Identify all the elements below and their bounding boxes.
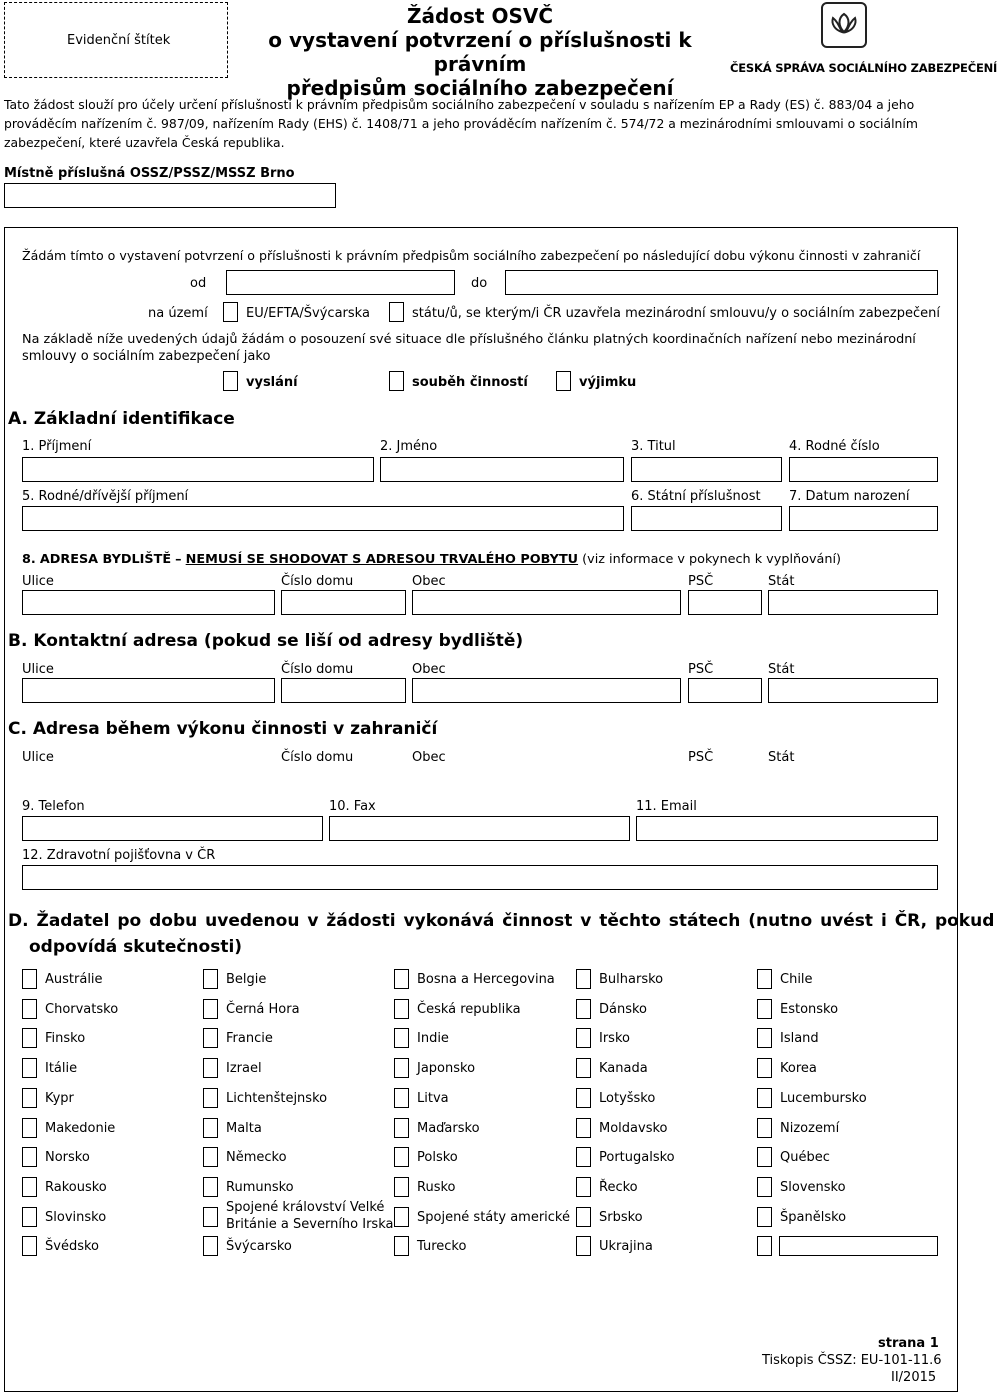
country-label: Slovinsko	[45, 1210, 107, 1225]
section-a-title: A. Základní identifikace	[8, 409, 235, 429]
section-b-title: B. Kontaktní adresa (pokud se liší od adresy bydliště)	[8, 631, 524, 651]
basis-line-2: smlouvy o sociálním zabezpečení jako	[22, 349, 271, 364]
country-label: Ukrajina	[599, 1239, 653, 1254]
country-label: Francie	[226, 1031, 273, 1046]
country-checkbox[interactable]	[394, 1058, 409, 1078]
country-checkbox[interactable]	[22, 1028, 37, 1048]
c-obec-label: Obec	[412, 750, 446, 765]
country-label: Nizozemí	[780, 1121, 840, 1136]
country-label: Moldavsko	[599, 1121, 668, 1136]
country-label: Indie	[417, 1031, 449, 1046]
country-label: Makedonie	[45, 1121, 116, 1136]
b-ulice-input[interactable]	[22, 678, 275, 703]
country-checkbox[interactable]	[203, 969, 218, 989]
title-line-2: o vystavení potvrzení o příslušnosti k právním	[268, 28, 692, 76]
country-label: Lucembursko	[780, 1091, 867, 1106]
address-heading	[22, 552, 841, 567]
address-num: 8.	[22, 552, 36, 567]
country-checkbox[interactable]	[203, 1177, 218, 1197]
soubeh-label: souběh činností	[412, 375, 528, 390]
label-statni-prislusnost: 6. Státní příslušnost	[631, 489, 761, 504]
b-cislo-input[interactable]	[281, 678, 406, 703]
address-dash: –	[175, 552, 182, 567]
a-stat-label: Stát	[768, 574, 795, 589]
country-checkbox[interactable]	[394, 999, 409, 1019]
country-checkbox[interactable]	[22, 1177, 37, 1197]
address-note: NEMUSÍ SE SHODOVAT S ADRESOU TRVALÉHO POBYTU	[185, 552, 579, 567]
country-checkbox[interactable]	[394, 1236, 409, 1256]
label-telefon: 9. Telefon	[22, 799, 85, 814]
country-label: Bosna a Hercegovina	[417, 972, 555, 987]
vyjimka-label: výjimku	[579, 375, 637, 390]
country-checkbox[interactable]	[576, 1177, 591, 1197]
treaty-states-checkbox[interactable]	[389, 302, 404, 322]
other-country-input[interactable]	[779, 1236, 938, 1256]
vyjimka-checkbox[interactable]	[556, 371, 571, 391]
a-psc-label: PSČ	[688, 574, 714, 589]
a-ulice-label: Ulice	[22, 574, 54, 589]
country-checkbox[interactable]	[22, 1207, 37, 1227]
country-label: Japonsko	[417, 1061, 476, 1076]
do-input[interactable]	[505, 270, 938, 295]
org-name: ČESKÁ SPRÁVA SOCIÁLNÍHO ZABEZPEČENÍ	[730, 61, 997, 75]
country-label: Srbsko	[599, 1210, 643, 1225]
b-cislo-label: Číslo domu	[281, 662, 354, 677]
country-label: Island	[780, 1031, 819, 1046]
country-checkbox[interactable]	[203, 1058, 218, 1078]
country-checkbox[interactable]	[757, 1147, 772, 1167]
country-checkbox[interactable]	[203, 1118, 218, 1138]
evidence-label-text: Evidenční štítek	[67, 33, 171, 48]
country-checkbox[interactable]	[757, 1118, 772, 1138]
country-checkbox[interactable]	[757, 1058, 772, 1078]
country-label: Kanada	[599, 1061, 648, 1076]
titul-input[interactable]	[631, 457, 782, 482]
country-checkbox[interactable]	[394, 1177, 409, 1197]
country-checkbox[interactable]	[576, 999, 591, 1019]
country-checkbox[interactable]	[757, 969, 772, 989]
country-checkbox[interactable]	[576, 1207, 591, 1227]
country-checkbox[interactable]	[22, 1118, 37, 1138]
b-psc-label: PSČ	[688, 662, 714, 677]
country-checkbox[interactable]	[22, 999, 37, 1019]
country-checkbox[interactable]	[576, 1088, 591, 1108]
request-line-1: Žádám tímto o vystavení potvrzení o příslušnosti k právním předpisům sociálního zabezpečení po následující dobu výkonu činnosti v zahraničí	[22, 248, 921, 263]
country-label: Finsko	[45, 1031, 86, 1046]
country-label: Norsko	[45, 1150, 90, 1165]
do-label: do	[471, 276, 488, 291]
section-c-title: C. Adresa během výkonu činnosti v zahraničí	[8, 719, 438, 739]
country-label: Polsko	[417, 1150, 458, 1165]
country-label: Itálie	[45, 1061, 78, 1076]
label-titul: 3. Titul	[631, 439, 676, 454]
country-checkbox[interactable]	[576, 1118, 591, 1138]
country-checkbox[interactable]	[203, 1236, 218, 1256]
treaty-states-label: státu/ů, se kterým/i ČR uzavřela mezinárodní smlouvu/y o sociálním zabezpečení	[412, 306, 940, 321]
country-checkbox[interactable]	[22, 1088, 37, 1108]
a-cislo-input[interactable]	[281, 590, 406, 615]
b-stat-label: Stát	[768, 662, 795, 677]
country-label: Španělsko	[780, 1210, 847, 1225]
country-checkbox[interactable]	[203, 1088, 218, 1108]
eu-efta-label: EU/EFTA/Švýcarska	[246, 306, 370, 321]
b-psc-input[interactable]	[688, 678, 762, 703]
country-label: Maďarsko	[417, 1121, 480, 1136]
country-checkbox[interactable]	[757, 1177, 772, 1197]
country-label: Rakousko	[45, 1180, 107, 1195]
country-checkbox[interactable]	[394, 1118, 409, 1138]
country-label: Chile	[780, 972, 813, 987]
pojistovna-input[interactable]	[22, 865, 938, 890]
evidence-label-box	[4, 2, 228, 78]
c-ulice-label: Ulice	[22, 750, 54, 765]
country-checkbox[interactable]	[576, 1058, 591, 1078]
a-cislo-label: Číslo domu	[281, 574, 354, 589]
country-label: Lotyšsko	[599, 1091, 656, 1106]
label-email: 11. Email	[636, 799, 697, 814]
eu-efta-checkbox[interactable]	[223, 302, 238, 322]
country-label: Spojené státy americké	[417, 1210, 570, 1225]
na-uzemi-label: na území	[148, 306, 208, 321]
country-label: Rumunsko	[226, 1180, 294, 1195]
country-checkbox[interactable]	[203, 1028, 218, 1048]
country-label: Korea	[780, 1061, 817, 1076]
country-checkbox[interactable]	[394, 1088, 409, 1108]
country-checkbox[interactable]	[22, 1147, 37, 1167]
statni-prislusnost-input[interactable]	[631, 506, 782, 531]
country-checkbox[interactable]	[394, 1147, 409, 1167]
country-label: Bulharsko	[599, 972, 664, 987]
country-label: Austrálie	[45, 972, 103, 987]
country-label: Izrael	[226, 1061, 262, 1076]
intro-line-1: Tato žádost slouží pro účely určení příslušnosti k právním předpisům sociálního zabezpečení v souladu s nařízením EP a Rady (ES) č. 883/04 a jeho	[4, 97, 915, 112]
soubeh-checkbox[interactable]	[389, 371, 404, 391]
country-label: Švédsko	[45, 1239, 99, 1254]
a-stat-input[interactable]	[768, 590, 938, 615]
country-checkbox[interactable]	[394, 1028, 409, 1048]
label-fax: 10. Fax	[329, 799, 376, 814]
country-label: Estonsko	[780, 1002, 839, 1017]
jmeno-input[interactable]	[380, 457, 624, 482]
country-checkbox[interactable]	[576, 1147, 591, 1167]
country-checkbox[interactable]	[757, 1028, 772, 1048]
a-psc-input[interactable]	[688, 590, 762, 615]
intro-line-3: zabezpečení, které uzavřela Česká republika.	[4, 135, 285, 150]
section-d-title-1: D. Žadatel po dobu uvedenou v žádosti vykonává činnost v těchto státech (nutno uvést i ČR, pokud	[8, 911, 995, 931]
country-label: Irsko	[599, 1031, 630, 1046]
c-cislo-label: Číslo domu	[281, 750, 354, 765]
country-checkbox[interactable]	[22, 1058, 37, 1078]
rodne-cislo-input[interactable]	[789, 457, 938, 482]
label-datum-narozeni: 7. Datum narození	[789, 489, 910, 504]
country-label: Německo	[226, 1150, 287, 1165]
office-label: Místně příslušná OSSZ/PSSZ/MSSZ Brno	[4, 166, 295, 181]
label-pojistovna: 12. Zdravotní pojišťovna v ČR	[22, 848, 216, 863]
country-checkbox[interactable]	[203, 1147, 218, 1167]
country-checkbox[interactable]	[757, 1088, 772, 1108]
page-title	[230, 4, 730, 100]
telefon-input[interactable]	[22, 816, 323, 841]
country-checkbox[interactable]	[576, 1028, 591, 1048]
country-label: Česká republika	[417, 1002, 521, 1017]
title-line-3: předpisům sociálního zabezpečení	[286, 76, 674, 100]
vyslani-label: vyslání	[246, 375, 298, 390]
b-obec-label: Obec	[412, 662, 446, 677]
address-hint: (viz informace v pokynech k vyplňování)	[582, 552, 842, 567]
country-checkbox[interactable]	[203, 1207, 218, 1227]
datum-narozeni-input[interactable]	[789, 506, 938, 531]
country-label: Lichtenštejnsko	[226, 1091, 328, 1106]
basis-line-1: Na základě níže uvedených údajů žádám o posouzení své situace dle příslušného článku platných koordinačních nařízení nebo mezinárodní	[22, 332, 916, 347]
prijmeni-input[interactable]	[22, 457, 374, 482]
country-checkbox[interactable]	[757, 1207, 772, 1227]
label-prijmeni: 1. Příjmení	[22, 439, 92, 454]
country-checkbox[interactable]	[394, 1207, 409, 1227]
office-input[interactable]	[4, 183, 336, 208]
b-obec-input[interactable]	[412, 678, 681, 703]
intro-line-2: prováděcím nařízením č. 987/09, nařízením Rady (EHS) č. 1408/71 a jeho prováděcím nařízením č. 574/72 a mezinárodními smlouvami o sociálním	[4, 116, 918, 131]
country-label: Portugalsko	[599, 1150, 675, 1165]
country-label: Litva	[417, 1091, 449, 1106]
title-line-1: Žádost OSVČ	[406, 4, 554, 28]
country-label: Kypr	[45, 1091, 74, 1106]
country-checkbox[interactable]	[22, 969, 37, 989]
country-checkbox[interactable]	[757, 1236, 772, 1256]
country-label: Dánsko	[599, 1002, 648, 1017]
country-label: Chorvatsko	[45, 1002, 119, 1017]
label-rodne-cislo: 4. Rodné číslo	[789, 439, 880, 454]
footer-date: II/2015	[891, 1370, 937, 1385]
country-label: Malta	[226, 1121, 262, 1136]
footer-page: strana 1	[878, 1336, 939, 1351]
country-label: Švýcarsko	[226, 1239, 292, 1254]
a-obec-label: Obec	[412, 574, 446, 589]
country-checkbox[interactable]	[576, 1236, 591, 1256]
fax-input[interactable]	[329, 816, 630, 841]
country-label: Slovensko	[780, 1180, 846, 1195]
country-label: Belgie	[226, 972, 267, 987]
country-checkbox[interactable]	[394, 969, 409, 989]
od-input[interactable]	[226, 270, 455, 295]
a-obec-input[interactable]	[412, 590, 681, 615]
cssz-logo-icon	[821, 2, 867, 48]
country-label: Řecko	[599, 1180, 638, 1195]
section-d-title-2: odpovídá skutečnosti)	[29, 937, 243, 957]
label-rodne-prijmeni: 5. Rodné/dřívější příjmení	[22, 489, 189, 504]
country-label: Québec	[780, 1150, 830, 1165]
country-checkbox[interactable]	[757, 999, 772, 1019]
country-label: Británie a Severního Irska	[226, 1217, 394, 1232]
country-label: Černá Hora	[226, 1002, 300, 1017]
c-stat-label: Stát	[768, 750, 795, 765]
b-ulice-label: Ulice	[22, 662, 54, 677]
country-checkbox[interactable]	[576, 969, 591, 989]
email-input[interactable]	[636, 816, 938, 841]
country-checkbox[interactable]	[22, 1236, 37, 1256]
rodne-prijmeni-input[interactable]	[22, 506, 624, 531]
vyslani-checkbox[interactable]	[223, 371, 238, 391]
country-label: Spojené království Velké	[226, 1200, 385, 1215]
footer-form-code: Tiskopis ČSSZ: EU-101-11.6	[762, 1353, 942, 1368]
a-ulice-input[interactable]	[22, 590, 275, 615]
country-label: Rusko	[417, 1180, 456, 1195]
address-title: ADRESA BYDLIŠTĚ	[39, 552, 172, 567]
b-stat-input[interactable]	[768, 678, 938, 703]
country-label: Turecko	[417, 1239, 467, 1254]
c-psc-label: PSČ	[688, 750, 714, 765]
country-checkbox[interactable]	[203, 999, 218, 1019]
od-label: od	[190, 276, 207, 291]
label-jmeno: 2. Jméno	[380, 439, 438, 454]
